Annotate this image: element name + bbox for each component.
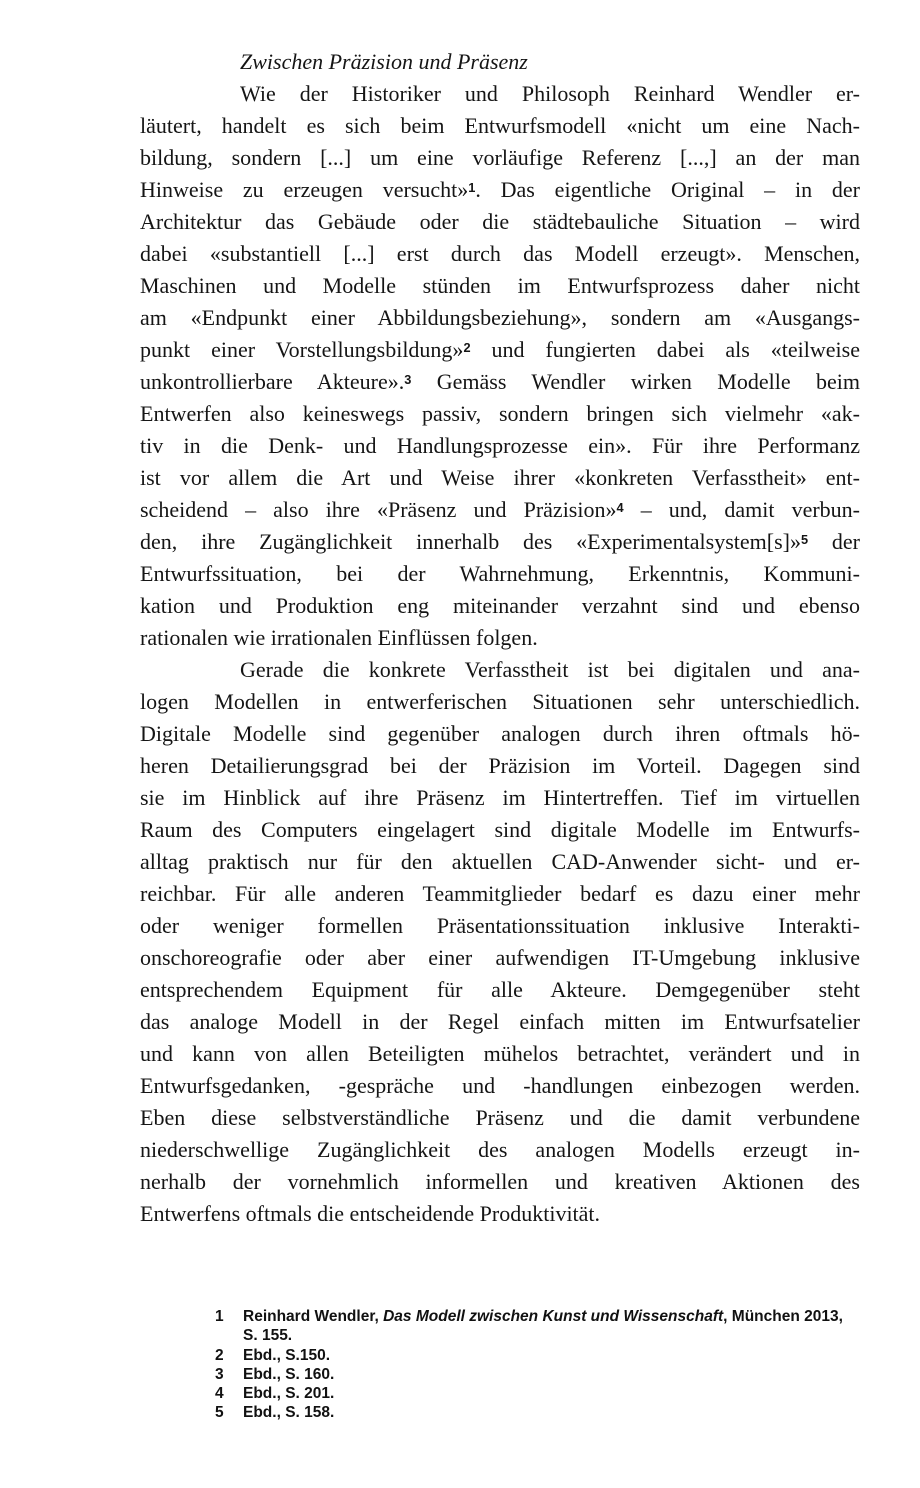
- footnote-item: [215, 1307, 860, 1346]
- footnote-item: [215, 1384, 860, 1403]
- footnote-text: Ebd., S.150.: [243, 1346, 331, 1364]
- footnote-line: [243, 1307, 860, 1326]
- footnote-text: Ebd., S. 201.: [243, 1385, 335, 1403]
- body-line: Wie der Historiker und Philosoph Reinhard Wendler er-: [240, 81, 860, 106]
- body-line: nerhalb der vornehmlich informellen und kreativen Aktionen des: [140, 1169, 860, 1194]
- paragraph-2: [140, 654, 860, 1230]
- body-line: oder weniger formellen Präsentationssituation inklusive Interakti-: [140, 913, 860, 938]
- body-line: tiv in die Denk- und Handlungsprozesse ein». Für ihre Performanz: [140, 433, 860, 458]
- section-heading: Zwischen Präzision und Präsenz: [240, 49, 528, 74]
- footnote-ref: 1: [468, 180, 476, 196]
- body-line: ist vor allem die Art und Weise ihrer «konkreten Verfasstheit» ent-: [140, 465, 860, 490]
- footnote-ref: 4: [616, 500, 624, 516]
- body-line: rationalen wie irrationalen Einflüssen folgen.: [140, 625, 538, 650]
- body-line: heren Detailierungsgrad bei der Präzision im Vorteil. Dagegen sind: [140, 753, 860, 778]
- body-line: Entwerfen also keineswegs passiv, sondern bringen sich vielmehr «ak-: [140, 401, 860, 426]
- body-line: Maschinen und Modelle stünden im Entwurfsprozess daher nicht: [140, 273, 860, 298]
- body-line: Eben diese selbstverständliche Präsenz und die damit verbundene: [140, 1105, 860, 1130]
- body-line: Entwerfens oftmals die entscheidende Produktivität.: [140, 1201, 601, 1226]
- paragraph-1: [140, 78, 860, 654]
- body-line: am «Endpunkt einer Abbildungsbeziehung», sondern am «Ausgangs-: [140, 305, 860, 330]
- footnotes-section: [215, 1307, 860, 1423]
- body-line: das analoge Modell in der Regel einfach mitten im Entwurfsatelier: [140, 1009, 860, 1034]
- body-line: kation und Produktion eng miteinander verzahnt sind und ebenso: [140, 593, 860, 618]
- footnote-text: Ebd., S. 158.: [243, 1404, 335, 1422]
- body-line: punkt einer Vorstellungsbildung»$^2$ und fungierten dabei als «teilweise: [140, 337, 860, 362]
- footnote-number: 2: [215, 1346, 224, 1364]
- footnote-citation-post: , München 2013,: [723, 1308, 843, 1325]
- body-line: Gerade die konkrete Verfasstheit ist bei digitalen und ana-: [240, 657, 860, 682]
- body-line: Entwurfssituation, bei der Wahrnehmung, Erkenntnis, Kommuni-: [140, 561, 860, 586]
- footnote-text: Ebd., S. 160.: [243, 1365, 335, 1383]
- footnote-number: 3: [215, 1365, 224, 1383]
- body-line: läutert, handelt es sich beim Entwurfsmodell «nicht um eine Nach-: [140, 113, 860, 138]
- footnote-citation-title: Das Modell zwischen Kunst und Wissenschaft: [383, 1308, 724, 1325]
- body-line: entsprechendem Equipment für alle Akteure. Demgegenüber steht: [140, 977, 860, 1002]
- body-line: logen Modellen in entwerferischen Situationen sehr unterschiedlich.: [140, 689, 860, 714]
- body-line: den, ihre Zugänglichkeit innerhalb des «Experimentalsystem[s]»$^5$ der: [140, 529, 861, 554]
- body-line: niederschwellige Zugänglichkeit des analogen Modells erzeugt in-: [140, 1137, 860, 1162]
- body-line: onschoreografie oder aber einer aufwendigen IT-Umgebung inklusive: [140, 945, 860, 970]
- footnote-number: 5: [215, 1404, 224, 1422]
- footnote-number: 1: [215, 1308, 224, 1325]
- body-line: Hinweise zu erzeugen versucht»$^1$. Das eigentliche Original – in der: [140, 177, 860, 202]
- footnote-line: S. 155.: [243, 1327, 293, 1345]
- body-line: sie im Hinblick auf ihre Präsenz im Hintertreffen. Tief im virtuellen: [140, 785, 860, 810]
- body-line: unkontrollierbare Akteure».$^3$ Gemäss Wendler wirken Modelle beim: [140, 369, 860, 394]
- footnote-item: [215, 1403, 860, 1422]
- body-line: und kann von allen Beteiligten mühelos betrachtet, verändert und in: [140, 1041, 860, 1066]
- footnote-ref: 3: [404, 372, 412, 388]
- body-line: Architektur das Gebäude oder die städtebauliche Situation – wird: [140, 209, 860, 234]
- body-line: Raum des Computers eingelagert sind digitale Modelle im Entwurfs-: [140, 817, 860, 842]
- footnote-ref: 5: [801, 532, 809, 548]
- footnote-ref: 2: [463, 340, 471, 356]
- body-line: bildung, sondern [...] um eine vorläufige Referenz [...,] an der man: [140, 145, 860, 170]
- footnote-text: [243, 1307, 860, 1346]
- body-line: dabei «substantiell [...] erst durch das Modell erzeugt». Menschen,: [140, 241, 860, 266]
- footnote-number: 4: [215, 1385, 224, 1403]
- footnote-item: [215, 1346, 860, 1365]
- footnote-item: [215, 1365, 860, 1384]
- body-line: alltag praktisch nur für den aktuellen CAD-Anwender sicht- und er-: [140, 849, 860, 874]
- text-column: [140, 46, 860, 1230]
- body-line: Digitale Modelle sind gegenüber analogen durch ihren oftmals hö-: [140, 721, 860, 746]
- body-line: scheidend – also ihre «Präsenz und Präzision»$^4$ – und, damit verbun-: [140, 497, 860, 522]
- body-line: reichbar. Für alle anderen Teammitglieder bedarf es dazu einer mehr: [140, 881, 860, 906]
- body-line: Entwurfsgedanken, -gespräche und -handlungen einbezogen werden.: [140, 1073, 860, 1098]
- footnote-citation-pre: Reinhard Wendler,: [243, 1308, 384, 1325]
